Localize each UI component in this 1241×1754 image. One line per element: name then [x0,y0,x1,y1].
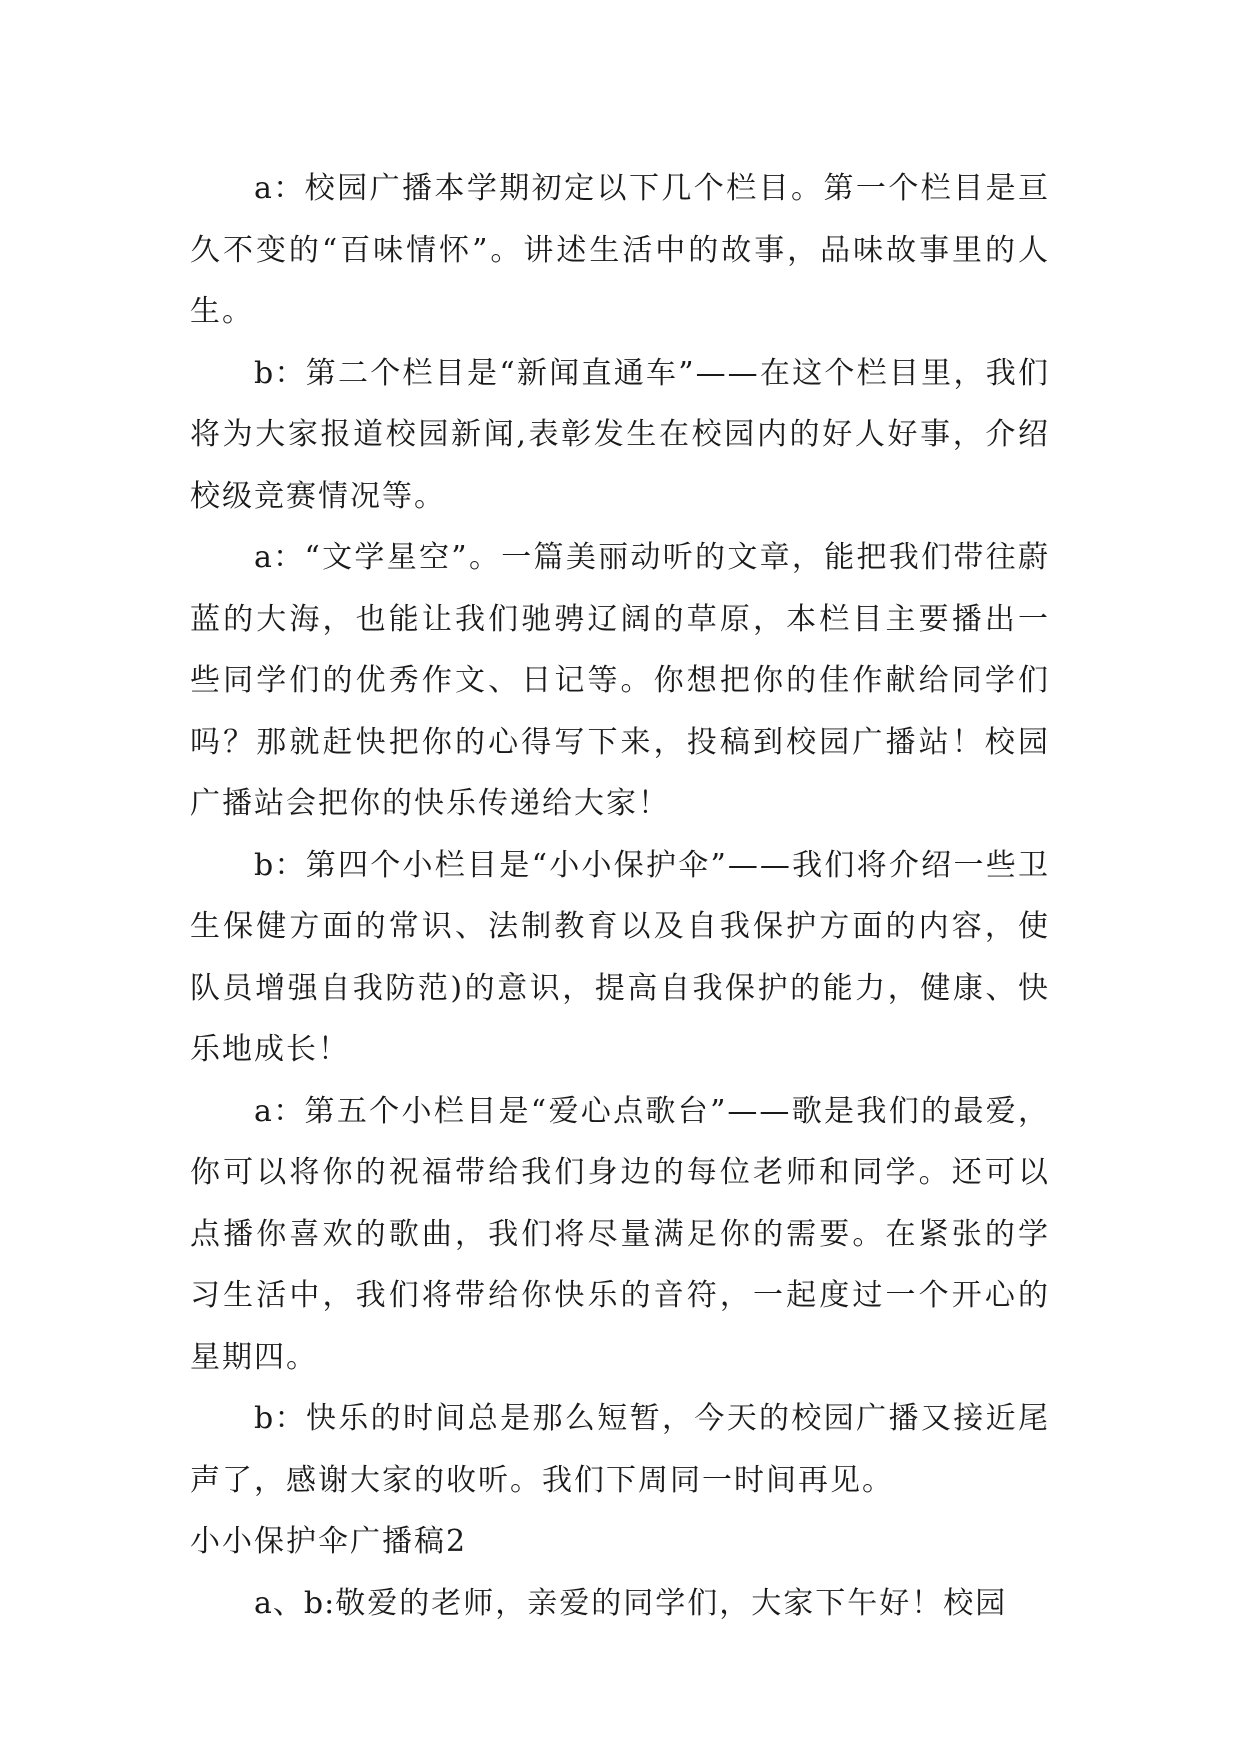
paragraph-text: 快乐的时间总是那么短暂，今天的校园广播又接近尾声了，感谢大家的收听。我们下周同一时间再见。 [190,1401,1050,1498]
paragraph-2 [190,343,1050,528]
paragraph-text: 敬爱的老师，亲爱的同学们，大家下午好！校园 [335,1585,1008,1621]
paragraph-1 [190,158,1050,343]
paragraph-text: 第四个小栏目是“小小保护伞”——我们将介绍一些卫生保健方面的常识、法制教育以及自我保护方面的内容，使队员增强自我防范)的意识，提高自我保护的能力，健康、快乐地成长！ [190,847,1050,1067]
paragraph-7 [190,1573,1050,1635]
paragraph-text: 第二个栏目是“新闻直通车”——在这个栏目里，我们将为大家报道校园新闻,表彰发生在校园内的好人好事，介绍校级竞赛情况等。 [190,355,1050,514]
speaker-label: b： [254,847,306,883]
paragraph-4 [190,835,1050,1081]
section-title: 小小保护伞广播稿2 [190,1524,468,1559]
paragraph-5 [190,1081,1050,1389]
document-body [190,158,1050,1634]
speaker-label: a、b: [254,1585,336,1621]
speaker-label: a： [254,171,305,206]
paragraph-text: 第五个小栏目是“爱心点歌台”——歌是我们的最爱，你可以将你的祝福带给我们身边的每位老师和同学。还可以点播你喜欢的歌曲，我们将尽量满足你的需要。在紧张的学习生活中，我们将带给你快乐的音符，一起度过一个开心的星期四。 [190,1093,1050,1375]
paragraph-6 [190,1388,1050,1511]
paragraph-text: “文学星空”。一篇美丽动听的文章，能把我们带往蔚蓝的大海，也能让我们驰骋辽阔的草原，本栏目主要播出一些同学们的优秀作文、日记等。你想把你的佳作献给同学们吗？那就赶快把你的心得写下来，投稿到校园广播站！校园广播站会把你的快乐传递给大家！ [190,540,1050,821]
speaker-label: a： [254,1093,305,1129]
speaker-label: b： [254,1401,306,1436]
speaker-label: b： [254,355,306,391]
paragraph-3 [190,527,1050,835]
speaker-label: a： [254,540,305,575]
paragraph-text: 校园广播本学期初定以下几个栏目。第一个栏目是亘久不变的“百味情怀”。讲述生活中的故事，品味故事里的人生。 [190,171,1051,329]
